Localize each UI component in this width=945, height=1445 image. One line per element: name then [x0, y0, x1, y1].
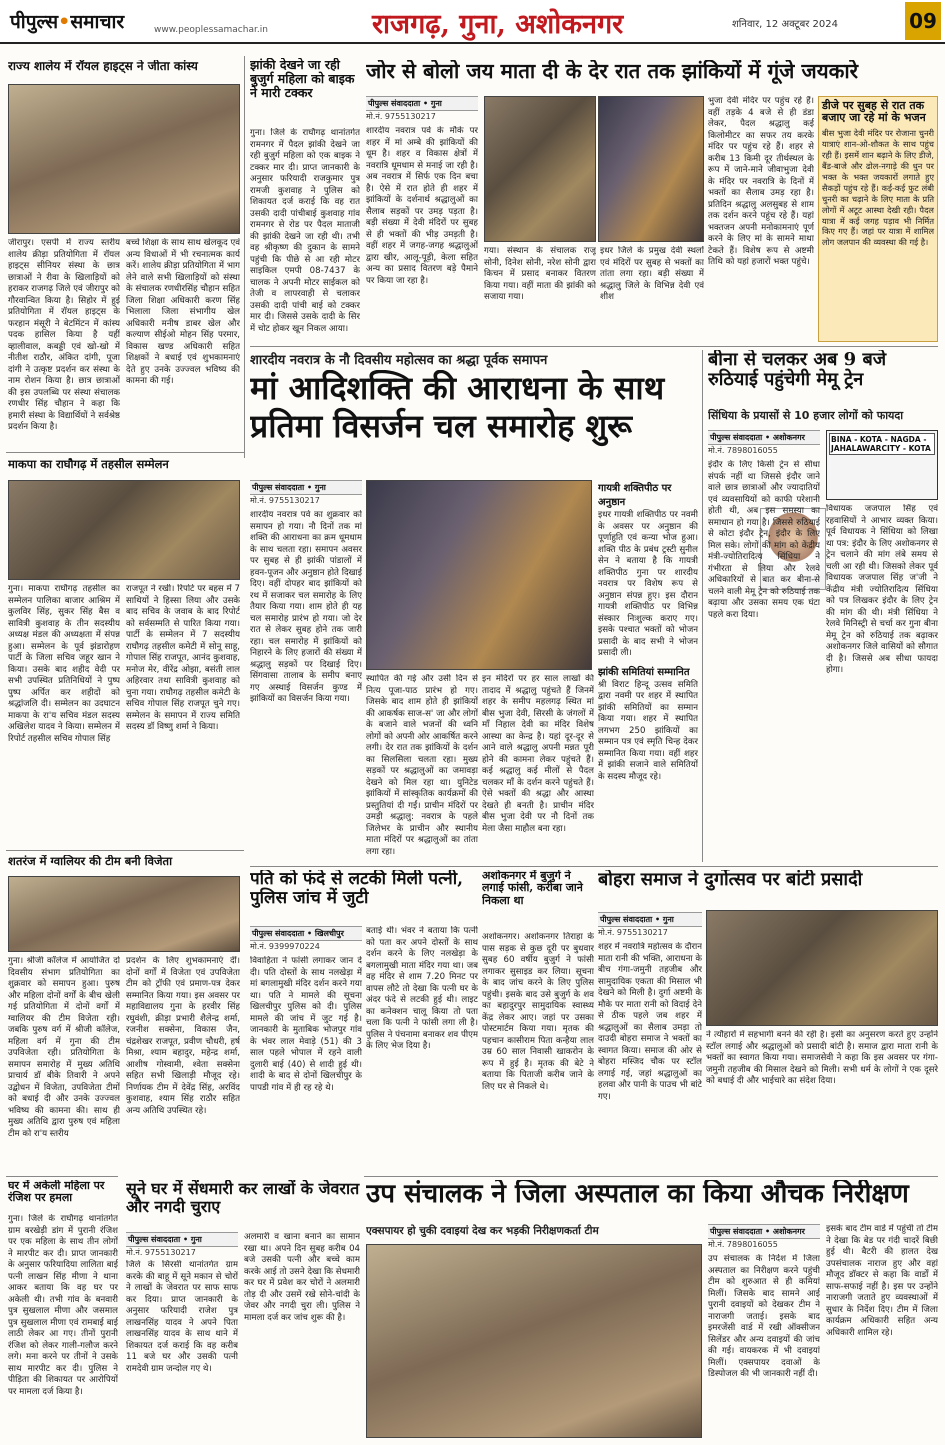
suicide-body-col1: विवाहिता ने फांसी लगाकर जान दे दी। पति दोस्तों के साथ नलखेड़ा में मां बगलामुखी मंदिर दर्शन करने गया था। पति ने मामले की सूचना खिलचीपुर पुलिस को दी। पुलिस मामले की जांच में जुट गई है। जानकारी के मुताबिक भोजपुर गांव के भंवर लाल मेवाड़े (51) की 3 साल पहले भोपाल में रहने वाली दुलारी बाई (40) से शादी हुई थी। शादी के बाद से दोनों खिलचीपुर के पापडी गांव में ही रह रहे थे।: [250, 956, 362, 1093]
jhanki-photo-2: [598, 96, 704, 242]
hospital-headline[interactable]: उप संचालक ने जिला अस्पताल का किया औचक निरीक्षण: [366, 1180, 909, 1209]
suicide-headline[interactable]: पति को फंदे से लटकी मिली पत्नी, पुलिस जांच में जुटी: [250, 870, 464, 909]
oldman-body: अशोकनगर। अशोकनगर तिराहा के पास सड़क से कुछ दूरी पर बुधवार सुबह 60 वर्षीय बुजुर्ग ने फांसी लगाकर सुसाइड कर लिया। सूचना के बाद जांच करने के लिए पुलिस पहुंची। इसके बाद उसे बुजुर्ग के शव का बहादुरपुर सामुदायिक स्वास्थ्य केंद्र लेकर आए। जहां पर उसका पोस्टमार्टम किया गया। मृतक की पहचान कासीराम पिता कन्हैया लाल उम्र 60 साल निवासी खाकरोन के रूप में हुई है। मृतक की बेटे ने बताया कि पिताजी करीब जाने के लिए घर से निकले थे।: [482, 932, 594, 1092]
jhanki-body-col1: शारदीय नवरात्र पर्व के मौके पर शहर में मां अम्बे की झांकियों की धूम है। शहर व विकास क्षेत्रों में नवरात्रि धूमधाम से मनाई जा रही है। अब नवरात्र में सिर्फ एक दिन बचा है। ऐसे में रात होते ही शहर में झांकियों के दर्शनार्थ श्रद्धालुओं का सैलाब सड़कों पर उमड़ पड़ता है। बड़ी संख्या में देवी मंदिरों पर सुबह से ही भक्तों की भीड़ उमड़ती है। वहीं शहर में जगह-जगह श्रद्धालुओं द्वारा खीर, आलू-पूड़ी, केला सहित अन्य का प्रसाद वितरण बड़े पैमाने पर किया जा रहा है।: [366, 126, 478, 286]
chess-headline[interactable]: शतरंज में ग्वालियर की टीम बनी विजेता: [8, 855, 173, 868]
navratri-photo: [366, 480, 592, 670]
train-body-col2: विधायक जजपाल सिंह एवं रहवासियों ने आभार व्यक्त किया। पूर्व विधायक ने सिंधिया को लिखा था पत्र: इंदौर के लिए अशोकनगर से ट्रेन चलाने की मांग लंबे समय से चली आ रही थी। जिसको लेकर पूर्व विधायक जजपाल सिंह ज'जी ने केंद्रीय मंत्री ज्योतिरादित्य सिंधिया को पत्र लिखकर इंदौर के लिए ट्रेन की मांग की थी। मंत्री सिंधिया ने रेलवे मिनिस्ट्री से चर्चा कर गुना बीना मेमू ट्रेन को रुठियाई तक बढ़ाकर अशोकनगर जिले वासियों को सौगात दी है। जिससे अब सीधा फायदा होगा।: [826, 504, 938, 676]
train-deck: सिंधिया के प्रयासों से 10 हजार लोगों को फायदा: [708, 409, 904, 422]
makpa-headline[interactable]: माकपा का राघौगढ़ में तहसील सम्मेलन: [8, 458, 169, 471]
divider: [6, 850, 244, 851]
navratri-byline-box: [250, 480, 362, 508]
chess-headline-box: [8, 855, 240, 875]
divider: [250, 866, 938, 867]
jhanki-photo-1: [484, 96, 596, 242]
page-number: 09: [905, 2, 941, 40]
jhanki-body-col4: भुजा देवी मंदिर पर पहुंच रहे हैं। वहीं तड़के 4 बजे से ही डंडा लेकर, पैदल श्रद्धालु कई किलोमीटर का सफर तय करके मंदिर पर पहुंच रहे हैं। शहर से करीब 13 किमी दूर तीर्थस्थल के रूप में जाने-माने जीवाभुजा देवी के मंदिर पर नवरात्रि के दिनों में भक्तों का सैलाब उमड़ रहा है। प्रतिदिन श्रद्धालु अलसुबह से शाम तक दर्शन करने पहुंच रहे हैं। यहां भक्तजन अपनी मनोकामनाएं पूर्ण करने के लिए मां के सामने माथा टेकते हैं। विशेष रूप से अष्टमी तिथि को यहां हजारों भक्त पहुंचे।: [708, 96, 814, 268]
jhanki-headline[interactable]: जोर से बोलो जय माता दी के देर रात तक झांकियों में गूंजे जयकारे: [366, 60, 859, 83]
train-byline: पीपुल्स संवाददाता • अशोकनगर: [708, 430, 820, 445]
bohra-headline[interactable]: बोहरा समाज ने दुर्गोत्सव पर बांटी प्रसादी: [598, 870, 863, 890]
chess-body-col2: प्रदर्शन के लिए शुभकामनाएं दीं। दोनों वर्गों में विजेता एवं उपविजेता टीम को ट्रॉफी एवं प्रमाण-पत्र देकर सम्मानित किया गया। इस अवसर पर महाविद्यालय गुना के हरवीर सिंह रघुवंशी, क्रीड़ा प्रभारी शैलेन्द्र शर्मा, रजनीश सक्सेना, विकास जैन, चंद्रशेखर राजपूत, प्रवीण चौधरी, हर्ष मिश्रा, श्याम बहादुर, महेन्द्र शर्मा, आशीष गोस्वामी, श्वेता सक्सेना सहित सभी खिलाड़ी मौजूद रहे। निर्णायक टीम में देवेंद्र सिंह, अरविंद कुशवाह, श्याम सिंह राठौर सहित अन्य अतिथि उपस्थित रहे।: [126, 956, 240, 1116]
train-photo: [826, 430, 938, 500]
hospital-deck-box: [366, 1224, 702, 1240]
suicide-byline-box: [250, 926, 362, 954]
train-headline-box: [708, 350, 938, 406]
suicide-headline-box: [250, 870, 476, 924]
accident-headline[interactable]: झांकी देखने जा रही बुजुर्ग महिला को बाइक ने मारी टक्कर: [250, 58, 355, 100]
suicide-mobile: मो.नं. 9399970224: [250, 942, 320, 951]
bohra-byline-box: [598, 912, 702, 940]
makpa-body-col2: राजपूत ने रखी। रिपोर्ट पर बहस में 7 साथियों ने हिस्सा लिया और उसके बाद सचिव के जवाब के बाद रिपोर्ट को सर्वसम्मति से पारित किया गया। पार्टी के सम्मेलन में 7 सदस्यीय राघौगढ़ तहसील कमेटी में सोनू साहू, गोपाल सिंह राजपूत, आनंद कुशवाह, मनोज मेर, वीरेंद्र ओझा, बसंती लाल अहिरवार तथा सावित्री कुशवाह को चुना गया। राघौगढ़ तहसील कमेटी के सचिव गोपाल सिंह राजपूत चुने गए। सम्मेलन के समापन में राज्य समिति सदस्य डॉ विष्णु शर्मा ने किया।: [126, 584, 240, 733]
jhanki-body-col2: गया। संस्थान के संचालक राजू सोनी, दिनेश सोनी, नरेश सोनी द्वारा किचन में प्रसाद बनाकर वितरण किया गया। वहीं माता की झांकी को सजाया गया।: [484, 246, 596, 303]
makpa-photo: [8, 480, 240, 580]
edition-date: शनिवार, 12 अक्टूबर 2024: [732, 19, 838, 30]
royal-body-col2: बच्चे शिक्षा के साथ साथ खेलकूद एवं अन्य विधाओं में भी रचनात्मक कार्य करें। शालेय क्रीड़ा प्रतियोगिता में भाग लेने वाले सभी खिलाड़ियों को संस्था के संचालक रणधीरसिंह चौहान सहित जिला शिक्षा अधिकारी करण सिंह भिलाला जिला संभागीय खेल अधिकारी मनीष डाबर खेल और कल्याण सीईओ मोहन सिंह परमार, विकास खण्ड अधिकारी सहित शिक्षकों ने बधाई एवं शुभकामनाएं देते हुए उनके उज्ज्वल भविष्य की कामना की गई।: [126, 238, 240, 387]
oldman-headline-box: [482, 870, 594, 930]
divider: [6, 452, 244, 453]
hospital-deck: एक्सपायर हो चुकी दवाइयां देख कर भड़की निरीक्षणकर्ता टीम: [366, 1225, 599, 1237]
navratri-byline: पीपुल्स संवाददाता • गुना: [250, 480, 362, 495]
gayatri-body: इधर गायत्री शक्तिपीठ पर नवमी के अवसर पर अनुष्ठान की पूर्णाहुति एवं कन्या भोज हुआ। शक्ति पीठ के प्रबंध ट्रस्टी सुनील सेन ने बताया है कि गायत्री शक्तिपीठ गुना पर शारदीय नवरात्र पर विशेष रूप से अनुष्ठान संपन्न हुए। इस दौरान गायत्री शक्तिपीठ पर विभिन्न संस्कार निःशुल्क कराए गए। इसके पश्चात भक्तों को भोजन प्रसादी के बाद सभी ने भोजन प्रसादी ली।: [598, 510, 698, 659]
train-headline[interactable]: बीना से चलकर अब 9 बजे रुठियाई पहुंचेगी मेमू ट्रेन: [708, 350, 887, 391]
jhanki-mobile: मो.नं. 9755130217: [366, 112, 436, 121]
bohra-body-col1: शहर में नवरात्रि महोत्सव के दौरान माता रानी की भक्ति, आराधना के बीच गंगा-जमुनी तहजीब और सामुदायिक एकता की मिसाल भी देखने को मिली है। दुर्गा अष्टमी के मौके पर माता रानी को विदाई देने से ठीक पहले जब शहर में श्रद्धालुओं का सैलाब उमड़ा तो दाउदी बोहरा समाज ने भक्तों का स्वागत किया। समाज की ओर से बोहरा मस्जिद चौक पर स्टॉल लगाई गई, जहां श्रद्धालुओं का हलवा और पानी के पाउच भी बांटे गए।: [598, 942, 702, 1102]
navratri-headline[interactable]: मां आदिशक्ति की आराधना के साथ प्रतिमा विसर्जन चल समारोह शुरू: [250, 370, 665, 445]
theft-byline-box: [126, 1232, 238, 1258]
gayatri-column: [598, 480, 698, 862]
jhanki-headline-box: [366, 60, 938, 92]
suicide-byline: पीपुल्स संवाददाता • खिलचीपुर: [250, 926, 362, 941]
theft-body-col2: अलमारी व खाना बनाने का सामान रखा था। अपने दिन सुबह करीब 04 बजे उसकी पत्नी और बच्चे काम करके आई तो उसने देखा कि सेधमारी कर घर में प्रवेश कर चोरों ने अलमारी तोड़ दी और उसमें रखे सोने-चांदी के जेवर और नगदी चुरा ली। पुलिस ने मामला दर्ज कर जांच शुरू की है।: [244, 1232, 360, 1323]
bohra-body-col2: ने त्यौहारों में सहभागी बनने की रही है। इसी का अनुसरण करते हुए उन्होंने स्टॉल लगाई और श्रद्धालुओं को प्रसादी बांटी है। समाज द्वारा माता रानी के भक्तों का स्वागत किया गया। समाजसेवी ने कहा कि इस अवसर पर गंगा-जमुनी तहजीब की मिसाल देखने को मिली। सभी धर्म के लोगों ने एक दूसरे को बधाई दी और भाईचारे का संदेश दिया।: [706, 1030, 938, 1087]
woman-body: गुना। जिले के राघौगढ़ थानांतर्गत ग्राम बरखेड़ी डांग में पुरानी रंजिश पर एक महिला के साथ तीन लोगों ने मारपीट कर दी। प्राप्त जानकारी के अनुसार फरियादिया लालिता बाई पत्नी लाखन सिंह मीणा ने थाना आकर बताया कि वह घर पर अकेली थी। तभी गांव के बनवारी पुत्र सुखलाल मीणा और जसमाल पुत्र सुखलाल मीणा एवं रामबाई बाई लाठी लेकर आ गए। तीनों पुरानी रंजिश को लेकर गाली-गलौज करने लगे। मना करने पर तीनों ने उसके साथ मारपीट कर दी। पुलिस ने पीड़िता की शिकायत पर आरोपियों पर मामला दर्ज किया है।: [8, 1214, 118, 1397]
royal-headline-box: [8, 60, 240, 82]
section-title: राजगढ़, गुना, अशोकनगर: [372, 9, 624, 40]
dj-box: [818, 96, 938, 342]
newspaper-logo[interactable]: पीपुल्स•समाचार: [10, 11, 125, 33]
hospital-body-col2: इसके बाद टीम वार्ड में पहुंची तो टीम ने देखा कि बेड पर गंदी चादरें बिछी हुई थी। बैटरी की हालत देख उपसंचालक नाराज हुए और वहां मौजूद डॉक्टर से कहा कि वार्डों में साफ-सफाई नहीं है। इस पर उन्होंने नाराजगी जताते हुए व्यवस्थाओं में सुधार के निर्देश दिए। टीम में जिला कार्यक्रम अधिकारी सहित अन्य अधिकारी शामिल रहे।: [826, 1224, 938, 1338]
dj-headline[interactable]: डीजे पर सुबह से रात तक बजाए जा रहे मां के भजन: [822, 99, 926, 125]
theft-headline[interactable]: सूने घर में सेंधमारी कर लाखों के जेवरात और नगदी चुराए: [126, 1180, 360, 1216]
hospital-byline: पीपुल्स संवाददाता • अशोकनगर: [708, 1224, 820, 1239]
bohra-headline-box: [598, 870, 938, 904]
accident-headline-box: [250, 58, 360, 126]
hospital-photo: [366, 1244, 702, 1438]
jhanki-body-col3: इधर जिले के प्रमुख देवी स्थलों एवं मंदिरों पर सुबह से भक्तों का तांता लगा रहा। बड़ी संख्या में श्रद्धालु जिले के विभिन्न देवी एवं शीश: [600, 246, 704, 303]
navratri-body-col3: इन मंदिरों पर हर साल लाखों की तादाद में श्रद्धालु पहुंचते हैं जिनमें शहर के समीप महलगढ़ स्थित मां बीस भुजा देवी, सिरसी के जंगलों में माँ निहाल देवी का मंदिर विशेष आस्था का केन्द्र है। यहां दूर-दूर से आने वाले श्रद्धालु अपनी मन्नत पूरी होने की कामना लेकर पहुंचते हैं। कई श्रद्धालु कई मीलों से पैदल चलकर माँ के दर्शन करने पहुंचते हैं। ऐसे भक्तों की श्रद्धा और आस्था देखते ही बनती है। प्राचीन मंदिर बीस भुजा देवी पर नौ दिनों तक मेला जैसा माहौल बना रहा।: [482, 674, 594, 834]
train-mobile: मो.नं. 7898016055: [708, 446, 778, 455]
gayatri-sub-body: श्री विराट हिन्दू उत्सव समिति द्वारा नवमी पर शहर में स्थापित झांकी समितियों का सम्मान किया गया। शहर में स्थापित लगभग 250 झांकियों का सम्मान पत्र एवं स्मृति चिन्ह देकर सम्मानित किया गया। वहीं शहर में झांकी सजाने वाले समितियों के सदस्य मौजूद रहे।: [598, 679, 698, 782]
gayatri-subhead: झांकी समितियां सम्मानित: [598, 666, 690, 678]
bohra-mobile: मो.नं. 9755130217: [598, 928, 668, 937]
makpa-body-col1: गुना। माकपा राघौगढ़ तहसील का सम्मेलन पालिका बाजार आश्रिम में कुलविर सिंह, सुकर सिंह बैस व सावित्री कुशवाह के तीन सदस्यीय अध्यक्ष मंडल की अध्यक्षता में संपन्न हुआ। सम्मेलन के पूर्व झंडारोहण पार्टी के जिला सचिव जहूर खान ने किया। उसके बाद शहीद वेदी पर सभी उपस्थित प्रतिनिधियों ने पुष्प पुष्प अर्पित कर शहीदों को श्रद्धांजलि दी। सम्मेलन का उदघाटन माकपा के रा'य सचिव मंडल सदस्य अखिलेश यादव ने किया। सम्मेलन में रिपोर्ट तहसील सचिव गोपाल सिंह: [8, 584, 120, 744]
navratri-kicker-box: [250, 350, 696, 368]
dj-body: बीस भुजा देवी मंदिर पर रोजाना चुनरी यात्राएं शान-ओ-शौकत के साथ पहुंच रही हैं। इसमें शान बढ़ाने के लिए डीजे, बैंड-बाजे और ढोल-नगाड़े की धुन पर भक्त के भक्त जयकारों लगाते हुए सैकड़ों पहुंच रहे हैं। कई-कई फुट लंबी चुनरी का चढ़ाने के लिए माता के प्रति लोगों में अटूट आस्था देखी रही। पैदल यात्रा में कई जगह पड़ाव भी निर्मित किए गए हैं। जहां पर यात्रा में शामिल लोग जलपान की व्यवस्था की गई है।: [822, 127, 934, 248]
royal-photo: [8, 84, 240, 234]
chess-photo: [8, 876, 240, 952]
train-deck-box: [708, 408, 938, 426]
theft-body-col1: जिले के सिरसी थानांतर्गत ग्राम करके की बाहू में सूने मकान से चोरों ने लाखों के जेवरात पर साफ साफ कर दिया। प्राप्त जानकारी के अनुसार फरियादी राजेश पुत्र लाखनसिंह यादव ने अपने पिता लाखनसिंह यादव के साथ थाने में शिकायत दर्ज कराई कि वह करीब 11 बजे घर और उसकी पत्नी रामदेवी ग्राम जन्दोल गए थे।: [126, 1260, 238, 1374]
masthead: [0, 0, 945, 44]
hospital-headline-box: [366, 1180, 938, 1220]
jhanki-byline-box: [366, 96, 478, 124]
theft-mobile: मो.नं. 9755130217: [126, 1248, 196, 1257]
divider: [364, 1176, 938, 1177]
train-body-col1: इंदौर के लिए किसी ट्रेन से सीधा संपर्क नहीं था जिससे इंदौर जाने वाले छात्र छात्राओं और ज्यादातियों एवं व्यवसायियों को काफी परेशानी होती थी, अब इस समस्या का समाधान हो गया है। जिससे रुठियाई से कोटा इंदौर ट्रेन, इंदौर के लिए मिल सके। लोगों की मांग को केंद्रीय मंत्री-ज्योतिरादित्य सिंधिया ने गंभीरता से लिया और रेलवे अधिकारियों से बात कर बीना-से चलने वाली मेमू ट्रेन को रुठियाई तक बढ़ाया और उसका समय एक घंटा पहले करा दिया।: [708, 460, 820, 620]
woman-headline-box: [8, 1180, 118, 1212]
navratri-body-col1: शारदीय नवरात्र पर्व का शुक्रवार को समापन हो गया। नौ दिनों तक मां शक्ति की आराधना का क्रम धूमधाम के साथ चलता रहा। समापन अवसर पर सुबह से ही झांकी पांडालों में हवन-पूजन और अनुष्ठान होते दिखाई दिए। वहीं दोपहर बाद झांकियों को रथ में सजाकर चल समारोह के लिए तैयार किया गया। शाम होते ही यह चल समारोह प्रारंभ हो गया। जो देर रात से लेकर सुबह होने तक जारी रहा। चल समारोह में झांकियों को निहारने के लिए हजारों की संख्या में श्रद्धालु सड़कों पर दिखाई दिए। सिंगवासा तालाब के समीप बनाए गए अस्थाई विसर्जन कुण्ड में झांकियों का विसर्जन किया गया।: [250, 510, 362, 705]
divider: [6, 1176, 118, 1177]
hospital-body-col1: उप संचालक के निर्देश में जिला अस्पताल का निरीक्षण करने पहुंची टीम को शुरुआत से ही कमियां मिलीं। जिसके बाद सामने आई पुरानी दवाइयों को देखकर टीम ने नाराजगी जताई। इसके बाद इमरजेंसी वार्ड में रखी ऑक्सीजन सिलेंडर और अन्य दवाइयों की जांच की गई। वायकरक में भी दवाइयां मिलीं। एक्सपायर दवाओं के डिस्पोजल की भी जानकारी नहीं दी।: [708, 1254, 820, 1380]
site-url[interactable]: www.peoplessamachar.in: [154, 25, 268, 35]
theft-byline: पीपुल्स संवाददाता • गुना: [126, 1232, 238, 1247]
divider: [250, 346, 938, 347]
gayatri-headline[interactable]: गायत्री शक्तिपीठ पर अनुष्ठान: [598, 483, 672, 508]
woman-headline[interactable]: घर में अकेली महिला पर रंजिश पर हमला: [8, 1180, 105, 1205]
makpa-headline-box: [8, 458, 240, 478]
jhanki-byline: पीपुल्स संवाददाता • गुना: [366, 96, 478, 111]
navratri-kicker: शारदीय नवरात्र के नौ दिवसीय महोत्सव का श्रद्धा पूर्वक समापन: [250, 353, 548, 368]
bohra-byline: पीपुल्स संवाददाता • गुना: [598, 912, 702, 927]
divider: [702, 350, 703, 862]
train-destination-board: BINA - KOTA - NAGDA - JAHALAWARCITY - KOTA: [829, 433, 935, 455]
navratri-mobile: मो.नं. 9755130217: [250, 496, 320, 505]
bohra-photo: [706, 910, 938, 1026]
divider: [244, 56, 245, 458]
hospital-byline-box: [708, 1224, 820, 1252]
royal-body-col1: जीरापुर। एसपी में राज्य स्तरीय शालेय क्रीड़ा प्रतियोगिता में रॉयल हाइट्स सीनियर संस्था के छात्र छात्राओं ने रीवा के खिलाड़ियों को हराकर राजगढ़ जिले एवं जीरापुर को गौरवान्वित किया है। सिहोर में हुई प्रतियोगिता में रॉयल हाइट्स के फरहान मंसूरी ने बेटमिंटन में कांस्य पदक हासिल किया है यहीं व्हालीवाल, कबड्डी एवं खो-खो में नीतीश राठौर, अंकित दांगी, पूजा दांगी ने उत्कृष्ट प्रदर्शन कर संस्था के नाम रोशन किया है। छात्र छात्राओं की इस उपलब्धि पर संस्था संचालक रणधीर सिंह चौहान ने कहा कि हमारी संस्था के विद्यार्थियों ने सर्वश्रेष्ठ प्रदर्शन किया है।: [8, 238, 120, 433]
theft-headline-box: [126, 1180, 360, 1230]
train-byline-box: [708, 430, 820, 458]
royal-headline[interactable]: राज्य शालेय में रॉयल हाइट्स ने जीता कांस्य: [8, 60, 198, 73]
navratri-body-col2: स्थापित की गई और उसी दिन से नित्य पूजा-पाठ प्रारंभ हो गए। जिसके बाद शाम होते ही झांकियों की आकर्षक साज-स' जा और लोगों के बजाने वाले भजनों की ध्वनि लोगों को अपनी ओर आकर्षित करने लगी। देर रात तक झांकियों के दर्शन का सिलसिला चलता रहा। मुख्य सड़कों पर श्रद्धालुओं का जमावड़ा देखने को मिल रहा था। युनिटेड झांकियों में सांस्कृतिक कार्यक्रमों की प्रस्तुतियां दी गईं। प्राचीन मंदिरों पर उमड़ी श्रद्धालु: नवरात्र के पहले जिलेभर के प्राचीन और स्थानीय माता मंदिरों पर श्रद्धालुओं का तांता लगा रहा।: [366, 674, 478, 857]
oldman-headline[interactable]: अशोकनगर में बुजुर्ग ने लगाई फांसी, करीबा जाने निकला था: [482, 870, 583, 907]
hospital-mobile: मो.नं. 7898016055: [708, 1240, 778, 1249]
navratri-headline-box: [250, 370, 696, 474]
chess-body-col1: गुना। श्रीजी कॉलेज में आयोजित दो दिवसीय संभाग प्रतियोगिता का शुक्रवार को समापन हुआ। पुरुष और महिला दोनों वर्गों के बीच खेली गई प्रतियोगिता में दोनों वर्गों में ग्वालियर की टीम विजेता रही। जबकि पुरुष वर्ग में श्रीजी कॉलेज, महिला वर्ग में गुना की टीम उपविजेता रही। प्रतियोगिता के समापन समारोह में मुख्य अतिथि प्राचार्य डॉ बीके तिवारी ने अपने उद्बोधन में विजेता, उपविजेता टीमों को बधाई दी और उनके उज्ज्वल भविष्य की कामना की। साथ ही मुख्य अतिथि द्वारा पुरुष एवं महिला टीम को रा'य स्तरीय: [8, 956, 120, 1139]
logo-dot-icon: •: [58, 11, 71, 33]
accident-body: गुना। जिले के राघौगढ़ थानांतर्गत रामनगर में पैदल झांकी देखने जा रही बुजुर्ग महिला को एक बाइक ने टक्कर मार दी। प्राप्त जानकारी के अनुसार फरियादी राजकुमार पुत्र रामजी कुशवाह ने पुलिस को शिकायत दर्ज कराई कि वह रात उसकी दादी पांचीबाई कुशवाह गांव रामनगर से रोड पर पैदल माताजी की झांकी देखने जा रही थी। तभी वह श्रीकृष्ण की दुकान के सामने पहुंची कि पीछे से आ रही मोटर साइकिल एमपी 08-7437 के चालक ने अपनी मोटर साईकल को तेजी व लापरवाही से चलाकर उसकी दादी पांची बाई को टक्कर मार दी। जिससे उसके दादी के सिर में चोट होकर खून निकल आया।: [250, 128, 360, 334]
suicide-body-col2: बताई थी। भंवर ने बताया कि पत्नी को पता कर अपने दोस्तों के साथ दर्शन करने के लिए नलखेड़ा के बगलामुखी माता मंदिर गया था। जब वह मंदिर से शाम 7.20 मिनट पर वापस लौटे तो देखा कि पत्नी घर के अंदर फंदे से लटकी हुई थी। लाइट का कनेक्शन चालू किया तो पता चला कि पत्नी ने फांसी लगा ली है। पुलिस ने पंचनामा बनाकर शव पीएम के लिए भेज दिया है।: [366, 926, 478, 1052]
